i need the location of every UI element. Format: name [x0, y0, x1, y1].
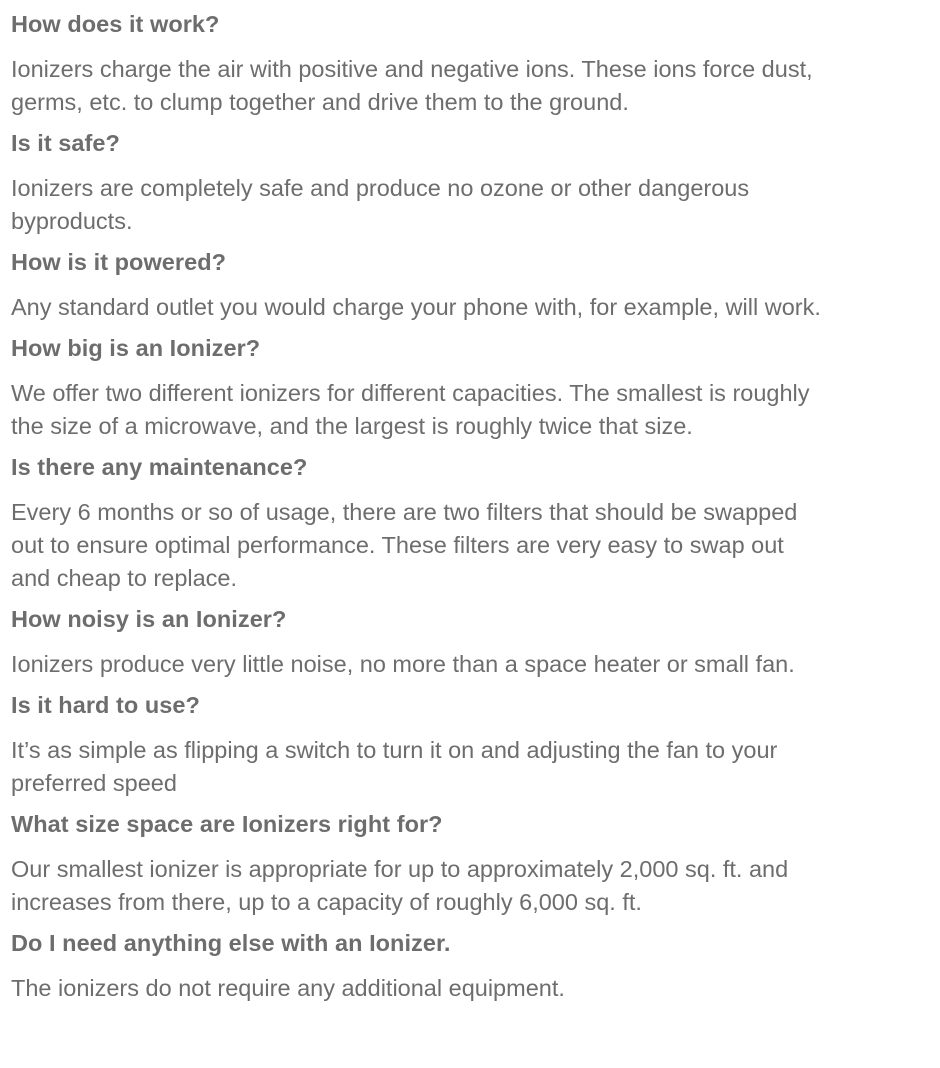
faq-question: Is it safe?	[11, 130, 120, 156]
faq-question: How big is an Ionizer?	[11, 335, 261, 361]
faq-answer: It’s as simple as flipping a switch to turn it on and adjusting the fan to your preferred speed	[11, 737, 778, 796]
faq-answer: Every 6 months or so of usage, there are two filters that should be swapped out to ensure optimal performance. These filters are very easy to swap out and cheap to replace.	[11, 499, 798, 591]
faq-answer: Our smallest ionizer is appropriate for up to approximately 2,000 sq. ft. and increases from there, up to a capacity of roughly 6,000 sq. ft.	[11, 856, 789, 915]
faq-item-space-size	[11, 800, 931, 919]
faq-question: Is it hard to use?	[11, 692, 200, 718]
faq-item-extra-equipment	[11, 919, 931, 1005]
faq-item-how-it-works	[11, 0, 931, 119]
faq-question: How noisy is an Ionizer?	[11, 606, 287, 632]
faq-answer: Ionizers charge the air with positive and negative ions. These ions force dust, germs, etc. to clump together and drive them to the ground.	[11, 56, 813, 115]
faq-item-maintenance	[11, 443, 931, 595]
faq-question: Is there any maintenance?	[11, 454, 308, 480]
faq-question: Do I need anything else with an Ionizer.	[11, 930, 451, 956]
faq-answer: Ionizers are completely safe and produce no ozone or other dangerous byproducts.	[11, 175, 750, 234]
faq-answer: The ionizers do not require any additional equipment.	[11, 975, 565, 1001]
faq-item-safety	[11, 119, 931, 238]
faq-question: How does it work?	[11, 11, 220, 37]
faq-list	[11, 0, 931, 1005]
faq-item-power	[11, 238, 931, 324]
faq-item-ease-of-use	[11, 681, 931, 800]
faq-item-noise	[11, 595, 931, 681]
faq-item-size	[11, 324, 931, 443]
faq-question: What size space are Ionizers right for?	[11, 811, 443, 837]
faq-answer: Ionizers produce very little noise, no more than a space heater or small fan.	[11, 651, 795, 677]
faq-answer: Any standard outlet you would charge your phone with, for example, will work.	[11, 294, 821, 320]
faq-question: How is it powered?	[11, 249, 227, 275]
faq-answer: We offer two different ionizers for different capacities. The smallest is roughly the size of a microwave, and the largest is roughly twice that size.	[11, 380, 810, 439]
